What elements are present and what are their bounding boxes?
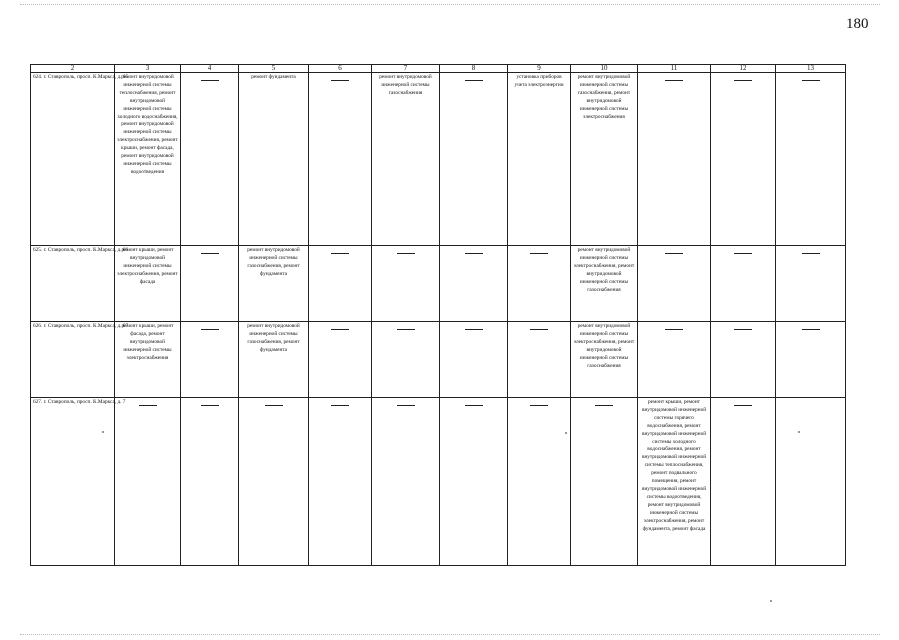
empty-dash [397,329,415,330]
scan-artifact-top [20,4,880,5]
works-col-10 [571,398,638,566]
empty-dash [265,405,283,406]
scan-speck [565,432,567,434]
header-col-6: 6 [309,65,372,73]
empty-dash [734,80,752,81]
empty-dash [201,329,219,330]
works-col-7: ремонт внутридомовой инженерной системы газоснабжения [372,73,440,246]
works-col-7 [372,246,440,322]
table-row [31,398,846,566]
empty-dash [397,405,415,406]
page-number: 180 [846,16,869,32]
header-col-5: 5 [239,65,309,73]
works-col-12 [711,246,776,322]
address-cell [31,246,129,322]
table-row [31,322,846,398]
empty-dash [734,329,752,330]
works-col-4 [181,246,239,322]
scan-speck [102,431,104,433]
works-col-5: ремонт внутридомовой инженерной системы газоснабжения, ремонт фундамента [239,246,309,322]
works-col-4 [181,398,239,566]
works-col-13 [776,73,846,246]
empty-dash [665,253,683,254]
header-col-8: 8 [440,65,508,73]
works-col-13 [776,398,846,566]
empty-dash [331,253,349,254]
works-col-12 [711,398,776,566]
works-col-6 [309,398,372,566]
works-col-10: ремонт внутридомовой инженерной системы газоснабжения, ремонт внутридомовой инженерной системы электроснабжения [571,73,638,246]
column-number-row [31,65,846,73]
row-number: 624. [33,74,43,80]
row-address: г. Ставрополь, просп. К.Маркса, д. 66 [43,247,129,253]
works-col-11 [638,246,711,322]
works-col-3: ремонт крыши, ремонт внутридомовой инженерной системы электроснабжения, ремонт фасада [115,246,181,322]
empty-dash [139,405,157,406]
works-col-10: ремонт внутридомовой инженерной системы электроснабжения, ремонт внутридомовой инженерной системы газоснабжения [571,322,638,398]
works-col-13 [776,246,846,322]
scan-speck [798,431,800,433]
table-row [31,246,846,322]
empty-dash [331,80,349,81]
row-number: 625. [33,247,43,253]
address-cell [31,398,126,566]
empty-dash [595,405,613,406]
scan-artifact-bottom [20,634,880,635]
empty-dash [665,80,683,81]
empty-dash [802,253,820,254]
row-number: 626. [33,323,43,329]
header-col-11: 11 [638,65,711,73]
empty-dash [465,329,483,330]
empty-dash [734,405,752,406]
empty-dash [201,405,219,406]
empty-dash [465,253,483,254]
empty-dash [734,253,752,254]
works-col-5: ремонт внутридомовой инженерной системы газоснабжения, ремонт фундамента [239,322,309,398]
header-col-9: 9 [508,65,571,73]
works-col-11 [638,73,711,246]
row-address: г. Ставрополь, просп. К.Маркса, д. 65 [43,74,129,80]
empty-dash [802,329,820,330]
empty-dash [397,253,415,254]
works-col-5 [239,398,309,566]
row-address: г. Ставрополь, просп. К.Маркса, д. 7 [43,399,126,405]
empty-dash [331,405,349,406]
works-col-5: ремонт фундамента [239,73,309,246]
works-col-12 [711,73,776,246]
works-col-9 [508,322,571,398]
works-col-12 [711,322,776,398]
empty-dash [465,405,483,406]
works-col-9: установка приборов учета электроэнергии [508,73,571,246]
scan-speck [770,600,772,602]
header-col-10: 10 [571,65,638,73]
empty-dash [331,329,349,330]
empty-dash [465,80,483,81]
works-col-11 [638,322,711,398]
header-col-7: 7 [372,65,440,73]
works-col-7 [372,398,440,566]
empty-dash [201,253,219,254]
works-col-11: ремонт крыши, ремонт внутридомовой инженерной системы горячего водоснабжения, ремонт внутридомовой инженерной системы холодного водоснабжения, ремонт внутридомовой инженерной системы теплоснабжения, ремонт подвального помещения, ремонт внутридомовой инженерной системы водоотведения, ремонт внутридомовой инженерной системы электроснабжения, ремонт фундамента, ремонт фасада [638,398,711,566]
header-col-3: 3 [115,65,181,73]
header-col-2: 2 [31,65,115,73]
empty-dash [665,329,683,330]
repair-registry-table [30,64,846,566]
works-col-6 [309,322,372,398]
works-col-6 [309,246,372,322]
empty-dash [530,405,548,406]
empty-dash [530,253,548,254]
works-col-4 [181,73,239,246]
works-col-9 [508,246,571,322]
works-col-3: ремонт внутридомовой инженерной системы теплоснабжения, ремонт внутридомовой инженерной системы холодного водоснабжения, ремонт внутридомовой инженерной системы электроснабжения, ремонт крыши, ремонт фасада, ремонт внутридомовой инженерной системы водоотведения [115,73,181,246]
table-row [31,73,846,246]
works-col-13 [776,322,846,398]
works-col-7 [372,322,440,398]
empty-dash [802,80,820,81]
address-cell [31,73,129,246]
header-col-12: 12 [711,65,776,73]
works-col-9 [508,398,571,566]
empty-dash [530,329,548,330]
works-col-8 [440,322,508,398]
works-col-8 [440,398,508,566]
works-col-10: ремонт внутридомовой инженерной системы электроснабжения, ремонт внутридомовой инженерной системы газоснабжения [571,246,638,322]
row-number: 627. [33,399,43,405]
works-col-6 [309,73,372,246]
works-col-8 [440,73,508,246]
empty-dash [201,80,219,81]
works-col-8 [440,246,508,322]
header-col-13: 13 [776,65,846,73]
works-col-3 [115,398,181,566]
address-cell [31,322,129,398]
row-address: г. Ставрополь, просп. К.Маркса, д. 67 [43,323,129,329]
header-col-4: 4 [181,65,239,73]
works-col-3: ремонт крыши, ремонт фасада, ремонт внутридомовой инженерной системы электроснабжения [115,322,181,398]
works-col-4 [181,322,239,398]
